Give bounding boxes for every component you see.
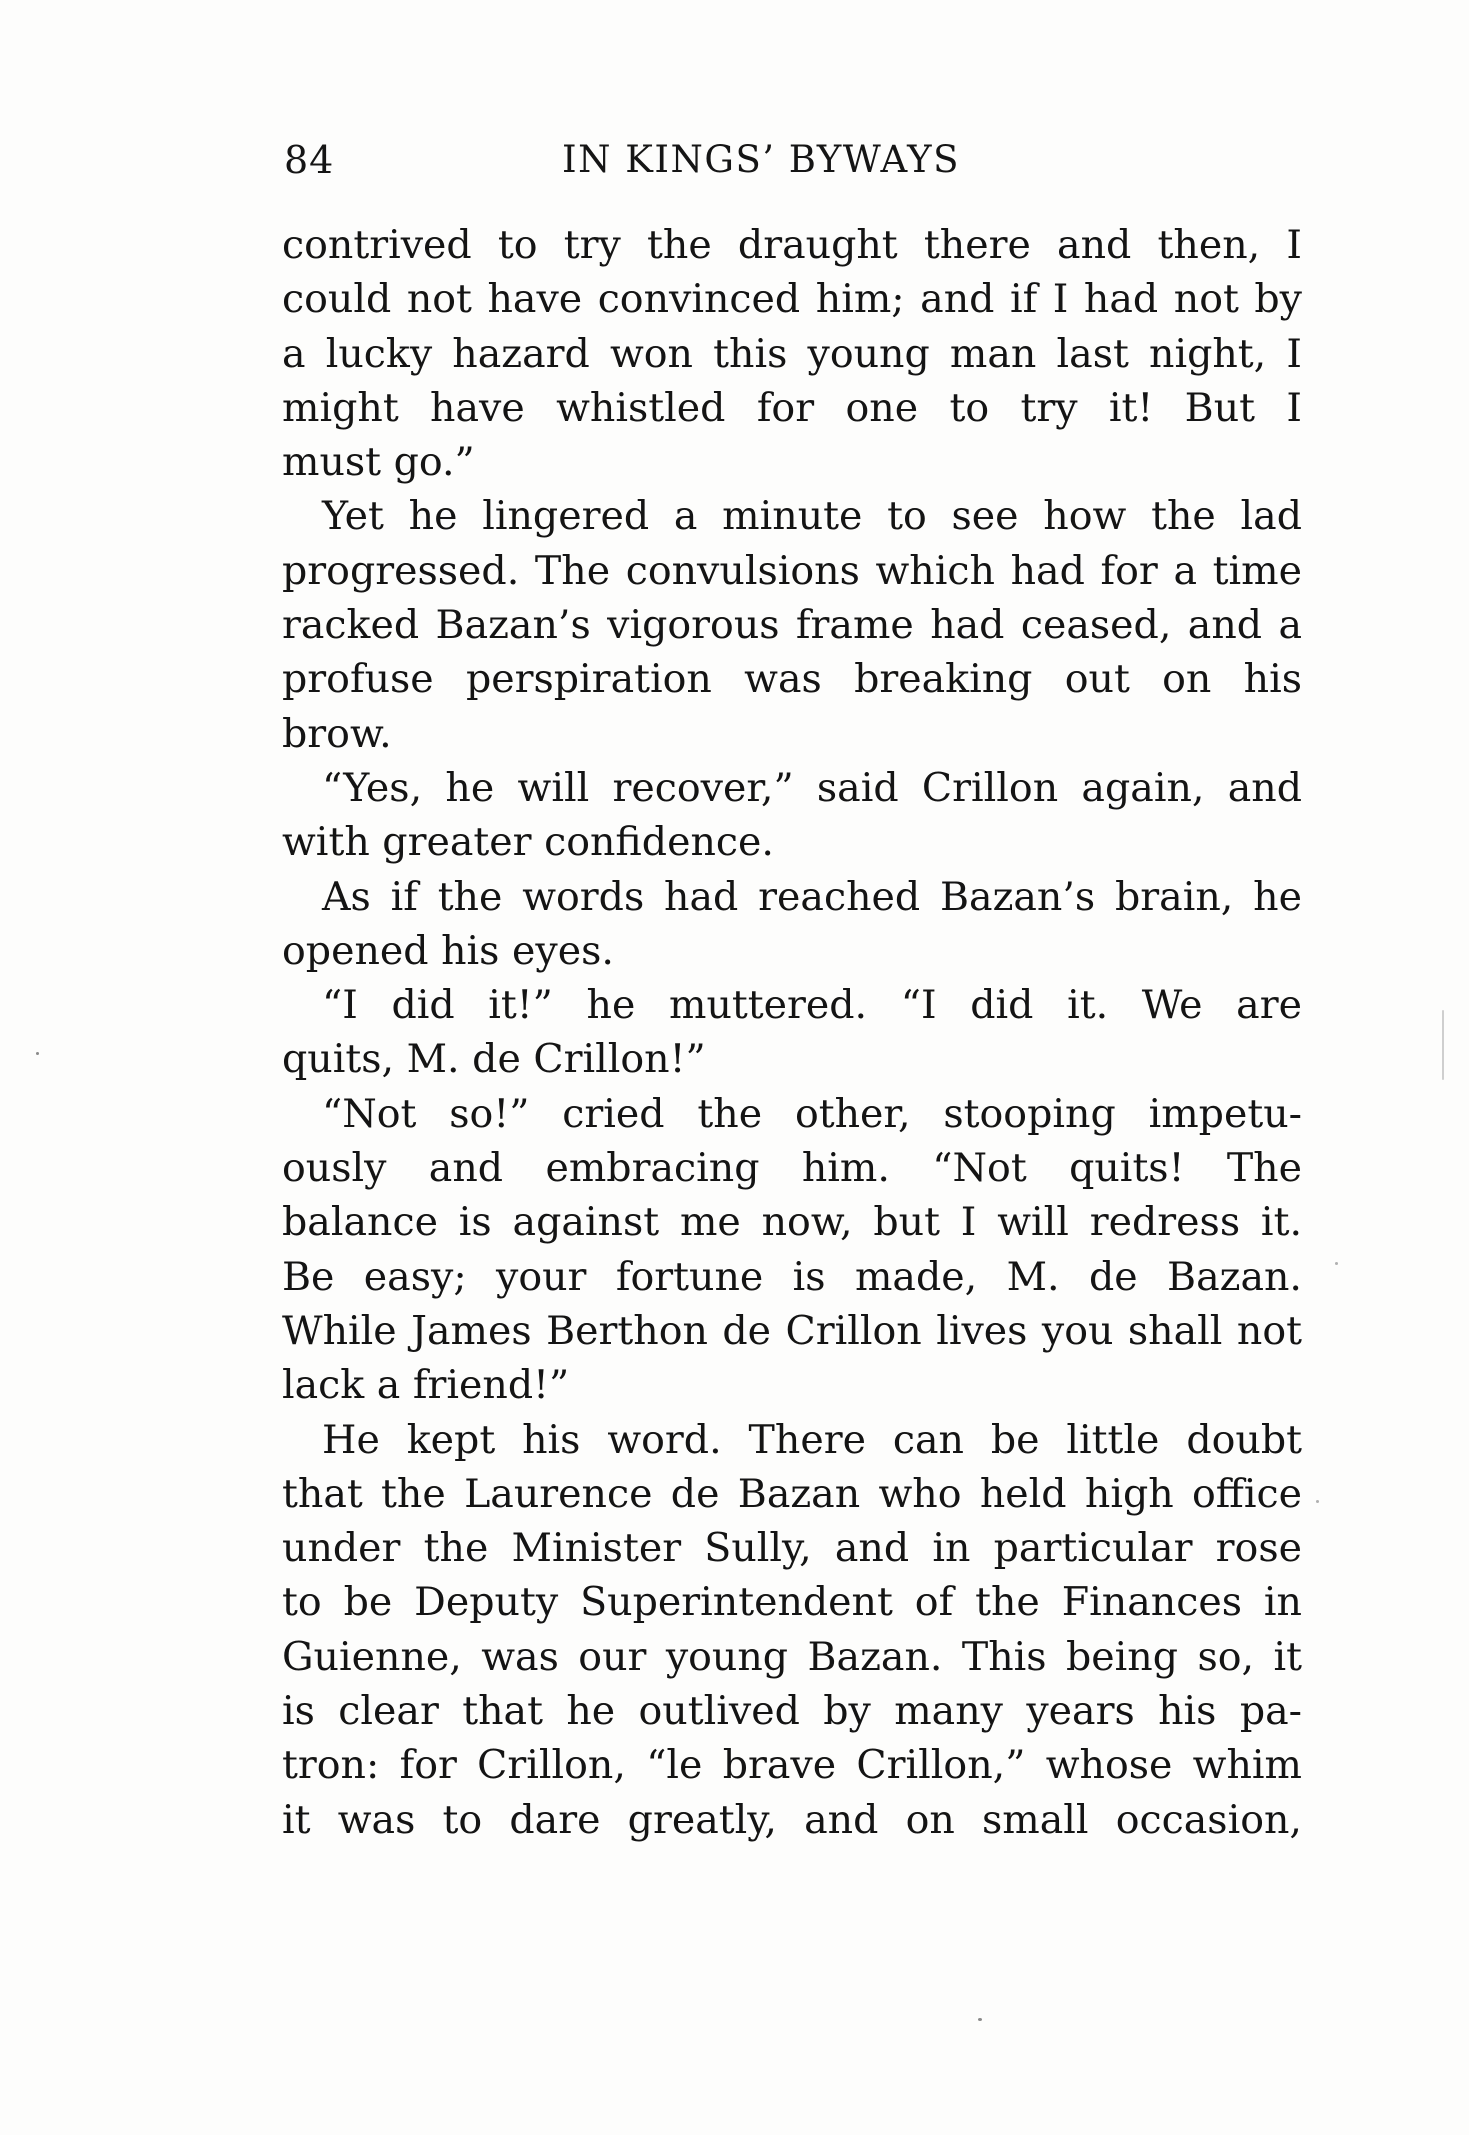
text-line: quits, M. de Crillon!” [282, 1036, 706, 1083]
text-line: Be easy; your fortune is made, M. de Bazan. [282, 1253, 1302, 1300]
text-line: a lucky hazard won this young man last night, I [282, 330, 1302, 377]
text-line: Yet he lingered a minute to see how the lad [322, 493, 1302, 540]
page-number: 84 [284, 138, 335, 182]
text-line: “Not so!” cried the other, stooping impetu- [322, 1090, 1302, 1137]
text-line: it was to dare greatly, and on small occasion, [282, 1796, 1302, 1843]
text-line: under the Minister Sully, and in particular rose [282, 1525, 1302, 1572]
text-line: racked Bazan’s vigorous frame had ceased, and a [282, 602, 1302, 649]
scan-speck [1335, 1262, 1338, 1265]
text-line: As if the words had reached Bazan’s brain, he [322, 873, 1302, 920]
text-line: is clear that he outlived by many years his pa- [282, 1688, 1302, 1735]
text-line: He kept his word. There can be little doubt [322, 1416, 1302, 1463]
text-line: to be Deputy Superintendent of the Finances in [282, 1579, 1302, 1626]
text-line: contrived to try the draught there and then, I [282, 222, 1302, 268]
text-line: with greater confidence. [282, 819, 774, 866]
text-line: progressed. The convulsions which had for a time [282, 547, 1302, 594]
text-line: lack a friend!” [282, 1362, 570, 1409]
text-line: that the Laurence de Bazan who held high office [282, 1470, 1302, 1517]
text-line: “I did it!” he muttered. “I did it. We are [322, 982, 1302, 1029]
text-line: profuse perspiration was breaking out on his [282, 656, 1302, 703]
text-line: might have whistled for one to try it! But I [282, 384, 1302, 431]
text-line: brow. [282, 710, 392, 757]
scan-speck [36, 1052, 39, 1055]
body-text [282, 218, 1302, 1847]
scan-speck [1316, 1500, 1319, 1503]
text-line: “Yes, he will recover,” said Crillon again, and [322, 764, 1302, 811]
page-header [280, 128, 1300, 188]
text-line: ously and embracing him. “Not quits! The [282, 1145, 1302, 1192]
text-line: balance is against me now, but I will redress it. [282, 1199, 1302, 1246]
text-line: While James Berthon de Crillon lives you shall not [282, 1307, 1302, 1354]
text-line: could not have convinced him; and if I had not by [282, 276, 1302, 323]
text-line: opened his eyes. [282, 927, 614, 974]
running-head: IN KINGS’ BYWAYS [562, 138, 960, 181]
text-line: must go.” [282, 439, 475, 486]
scan-speck [978, 2018, 982, 2021]
scan-speck [1442, 1010, 1444, 1080]
text-line: Guienne, was our young Bazan. This being so, it [282, 1633, 1302, 1680]
text-line: tron: for Crillon, “le brave Crillon,” whose whim [282, 1742, 1302, 1789]
